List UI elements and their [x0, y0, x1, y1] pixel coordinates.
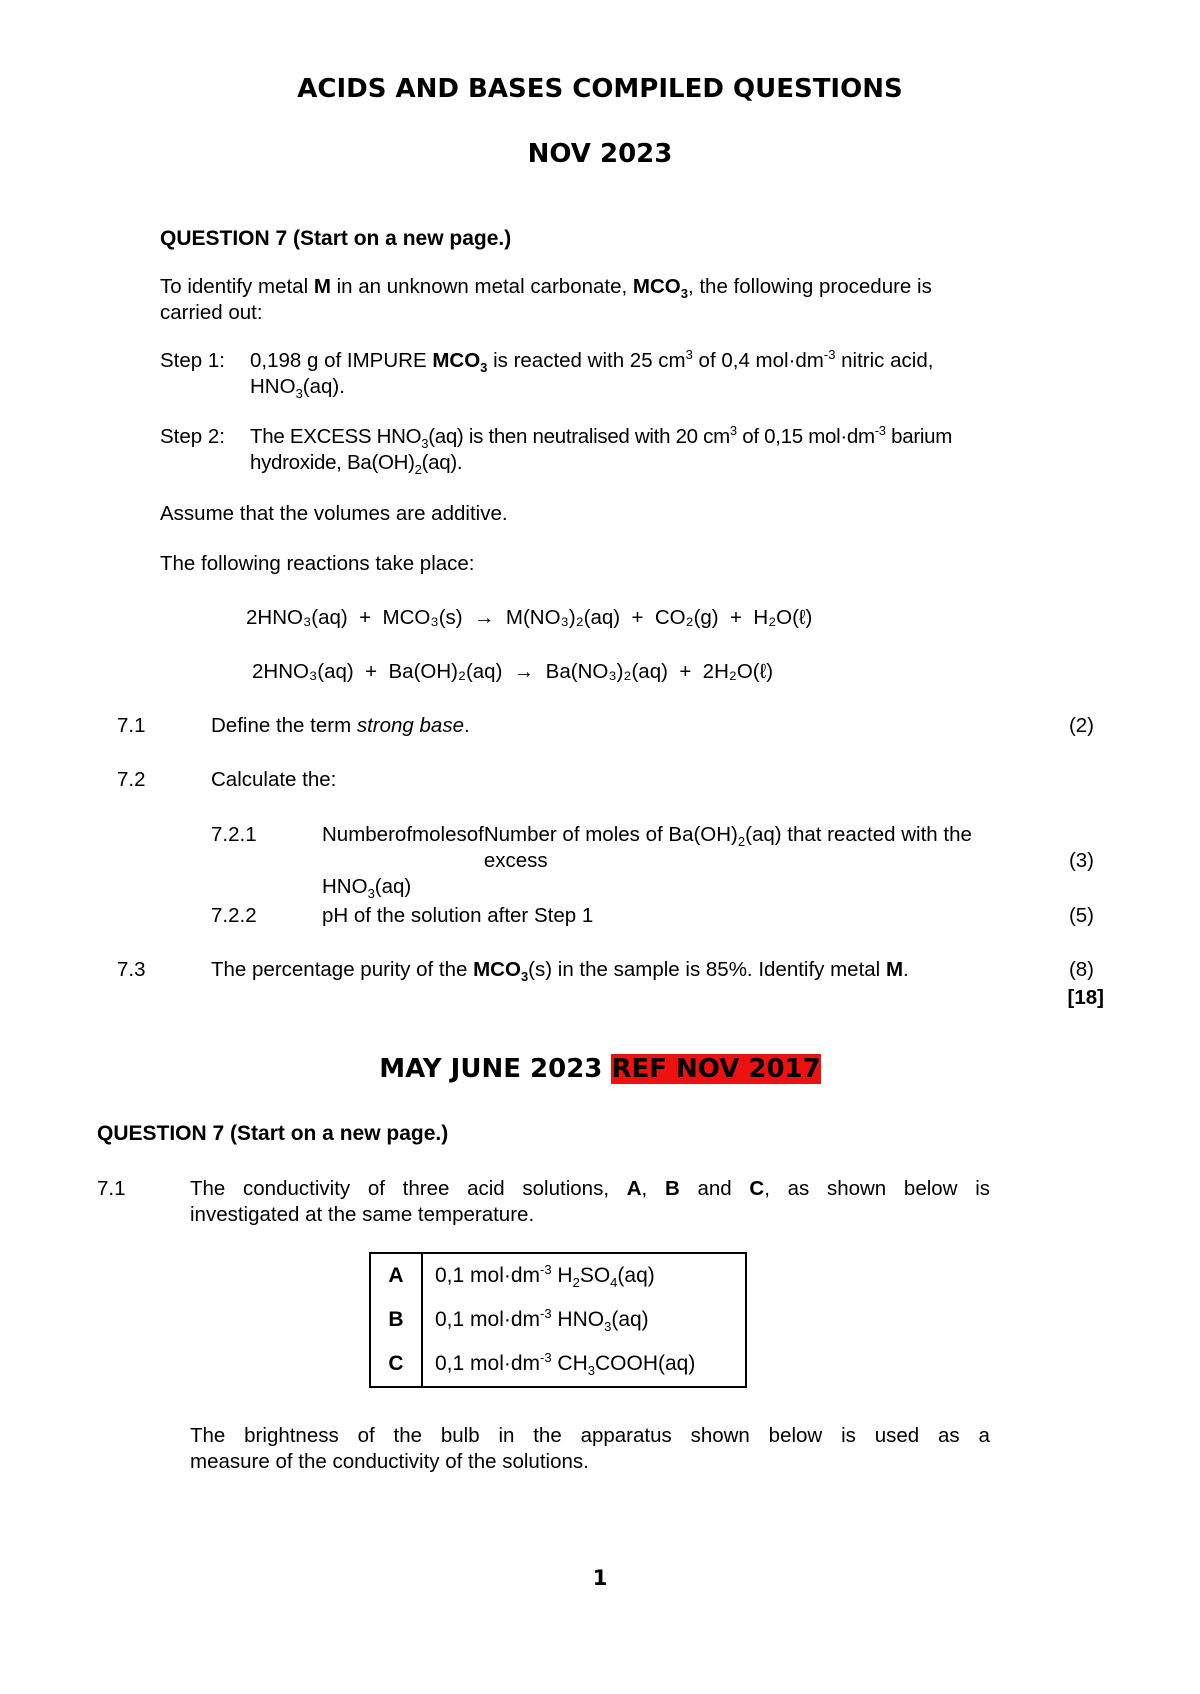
question-7-heading: QUESTION 7 (Start on a new page.): [160, 227, 512, 250]
row-value: 0,1 $mol\cdot dm^{-3}$ $HNO_3(aq)$: [435, 1306, 649, 1335]
q7-1-marks: (2): [1068, 714, 1094, 737]
question-total-marks: [18]: [1067, 986, 1104, 1009]
equation-1: 2HNO₃(aq) + MCO₃(s) → M(NO₃)₂(aq) + CO₂(g) + H₂O(ℓ): [246, 606, 813, 629]
acid-solutions-table: [369, 1252, 747, 1388]
q7-2-1-marks: (3): [1068, 849, 1094, 872]
equation-2: 2HNO₃(aq) + Ba(OH)₂(aq) → Ba(NO₃)₂(aq) + 2H₂O(ℓ): [252, 660, 774, 683]
q7-2-2-text: pH of the solution after Step 1: [322, 904, 594, 927]
page-number: 1: [592, 1566, 608, 1590]
row-label: B: [370, 1298, 422, 1342]
assume-text: Assume that the volumes are additive.: [160, 502, 508, 525]
document-title: ACIDS AND BASES COMPILED QUESTIONS: [297, 74, 903, 104]
q7-2-1-text: Number of moles of Number of moles of $Ba(OH)_2(aq)$ that reacted with the excess $HNO_3(aq)$: [322, 823, 972, 902]
ref-nov-2017-highlight: REF NOV 2017: [611, 1054, 821, 1084]
q7-2-number: 7.2: [117, 768, 146, 791]
q7-2-1-number: 7.2.1: [211, 823, 257, 846]
q7-3-marks: (8): [1068, 958, 1094, 981]
step2-text: The EXCESS $HNO_3(aq)$ is then neutralised with 20 $cm^3$ of 0,15 $mol\cdot dm^{-3}$ barium hydroxide, $Ba(OH)_2(aq)$.: [250, 423, 952, 478]
nov-2023-heading: NOV 2023: [527, 139, 673, 169]
mj-q7-1-text: The conductivity of three acid solutions, A, B and C, as shown below is investigated at the same temperature.: [190, 1177, 990, 1226]
q7-3-text: The percentage purity of the $MCO_3(s)$ in the sample is 85%. Identify metal M.: [211, 958, 909, 985]
row-label: A: [370, 1253, 422, 1298]
row-value: 0,1 $mol\cdot dm^{-3}$ $CH_3COOH(aq)$: [435, 1350, 696, 1379]
table-row: [370, 1298, 746, 1342]
q7-3-number: 7.3: [117, 958, 146, 981]
q7-1-text: Define the term strong base.: [211, 714, 470, 737]
row-value: 0,1 $mol\cdot dm^{-3}$ $H_2SO_4(aq)$: [435, 1262, 655, 1291]
reactions-intro: The following reactions take place:: [160, 552, 475, 575]
row-label: C: [370, 1342, 422, 1387]
question-7-heading-mayjune: QUESTION 7 (Start on a new page.): [97, 1122, 449, 1145]
step1-label: Step 1:: [160, 349, 225, 372]
q7-2-2-marks: (5): [1068, 904, 1094, 927]
table-row: [370, 1342, 746, 1387]
q7-intro: To identify metal M in an unknown metal carbonate, $MCO_3$, the following procedure is carried out:: [160, 275, 932, 324]
bulb-description: The brightness of the bulb in the apparatus shown below is used as a measure of the conductivity of the solutions.: [190, 1424, 990, 1473]
table-row: [370, 1253, 746, 1298]
q7-2-2-number: 7.2.2: [211, 904, 257, 927]
step1-text: 0,198 g of IMPURE $MCO_3$ is reacted with 25 $cm^3$ of 0,4 $mol\cdot dm^{-3}$ nitric acid, $HNO_3(aq)$.: [250, 347, 934, 402]
step2-label: Step 2:: [160, 425, 225, 448]
may-june-2023-heading: MAY JUNE 2023 REF NOV 2017: [379, 1054, 821, 1084]
q7-2-text: Calculate the:: [211, 768, 337, 791]
q7-1-number: 7.1: [117, 714, 146, 737]
mj-q7-1-number: 7.1: [97, 1177, 126, 1200]
